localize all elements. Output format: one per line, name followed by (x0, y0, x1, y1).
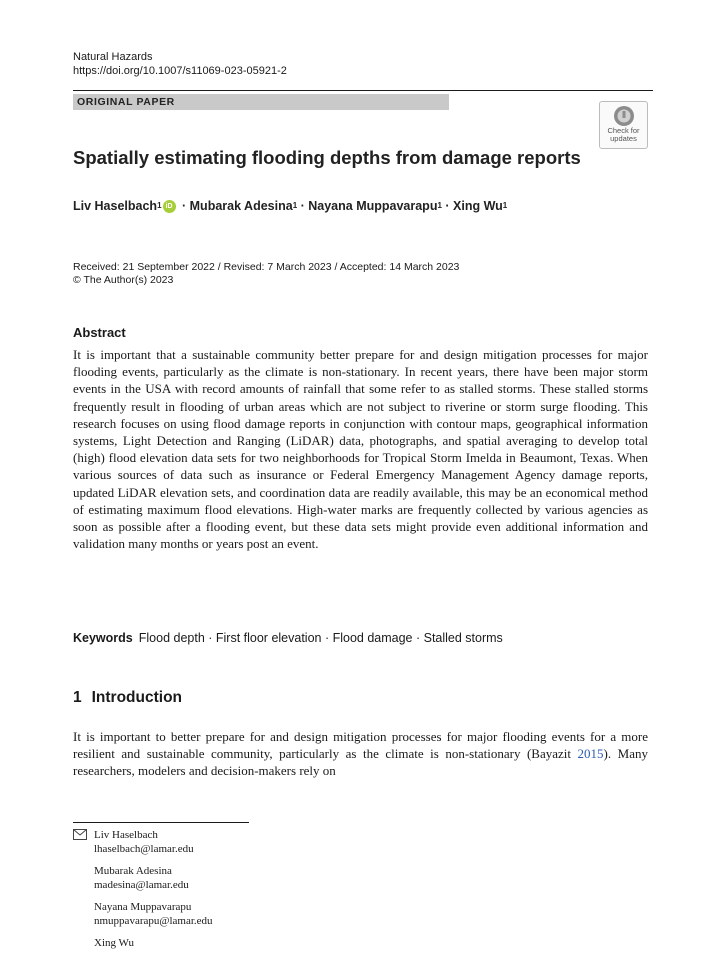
corresponding-contacts (94, 828, 213, 958)
contact-name: Xing Wu (94, 937, 134, 949)
author-separator: · (178, 199, 190, 213)
contact-entry (94, 828, 213, 856)
author-affiliation-sup: 1 (292, 200, 298, 210)
introduction-paragraph (73, 728, 648, 780)
intro-text-after: ). Many researchers, modelers and decision-makers rely on (73, 746, 648, 779)
header-rule (73, 90, 653, 91)
author-affiliation-sup: 1 (437, 200, 442, 210)
article-dates (73, 261, 459, 287)
mail-icon (73, 829, 87, 840)
check-updates-line-2: updates (610, 134, 637, 143)
check-for-updates-badge[interactable] (599, 101, 648, 149)
author-name[interactable]: Mubarak Adesina (189, 199, 293, 213)
orcid-icon[interactable]: iD (163, 200, 176, 213)
article-history: Received: 21 September 2022 / Revised: 7 March 2023 / Accepted: 14 March 2023 (73, 261, 460, 273)
contact-entry (94, 864, 213, 892)
contact-email[interactable]: madesina@lamar.edu (94, 879, 189, 891)
contact-name: Liv Haselbach (94, 829, 158, 841)
abstract-heading: Abstract (73, 325, 126, 340)
keywords-list: Flood depth · First floor elevation · Flood damage · Stalled storms (138, 631, 503, 645)
journal-name: Natural Hazards (73, 51, 153, 63)
section-title: Introduction (91, 689, 183, 706)
article-type-bar: ORIGINAL PAPER (73, 94, 449, 110)
author-list (73, 199, 507, 213)
keywords-label: Keywords (73, 631, 133, 645)
intro-text-before: It is important to better prepare for and design mitigation processes for major flooding events for a more resilient and sustainable community, particularly as the climate is non-stationary (Bayazit (73, 729, 648, 762)
check-updates-icon (613, 105, 635, 127)
doi-link[interactable]: https://doi.org/10.1007/s11069-023-05921-2 (73, 65, 287, 77)
author-name[interactable]: Nayana Muppavarapu (308, 199, 438, 213)
paper-title: Spatially estimating flooding depths from damage reports (73, 147, 581, 168)
author-separator: · (441, 199, 454, 213)
contact-name: Nayana Muppavarapu (94, 901, 192, 913)
contact-entry (94, 900, 213, 928)
contact-name: Mubarak Adesina (94, 865, 172, 877)
keywords-line (73, 631, 503, 645)
contact-email[interactable]: nmuppavarapu@lamar.edu (94, 915, 213, 927)
author-name[interactable]: Xing Wu (453, 199, 503, 213)
author-affiliation-sup: 1 (502, 200, 508, 210)
copyright-line: © The Author(s) 2023 (73, 274, 174, 286)
author-name[interactable]: Liv Haselbach (73, 199, 158, 213)
contact-entry (94, 936, 213, 950)
journal-header (73, 50, 287, 78)
section-number: 1 (73, 689, 82, 706)
author-affiliation-sup: 1 (157, 200, 162, 210)
citation-link[interactable]: 2015 (577, 746, 604, 762)
section-heading-introduction (73, 689, 182, 707)
author-separator: · (297, 199, 309, 213)
contact-email[interactable]: lhaselbach@lamar.edu (94, 843, 194, 855)
check-updates-line-1: Check for (607, 126, 640, 135)
footnote-rule (73, 822, 249, 823)
abstract-body: It is important that a sustainable community better prepare for and design mitigation processes for major flooding events, particularly as the climate is non-stationary. In recent years, there have been major storm events in the USA with record amounts of rainfall that some refer to as stalled storms. These stalled storms frequently result in flooding of urban areas which are not subject to riverine or storm surge flooding. This research focuses on using flood damage reports in conjunction with contour maps, geographical information systems, Light Detection and Ranging (LiDAR) data, photographs, and spatial averaging to develop total (high) flood elevation data sets for two neighborhoods for Tropical Storm Imelda in Beaumont, Texas. When various sources of data such as insurance or Federal Emergency Management Agency damage reports, updated LiDAR elevation sets, and coordination data are readily available, this may be an economical method of estimating maximum flood elevations. High-water marks are frequently collected by various agencies as soon as possible after a flooding event, but these data sets might provide even additional information and validation many months or years post an event. (73, 347, 648, 552)
